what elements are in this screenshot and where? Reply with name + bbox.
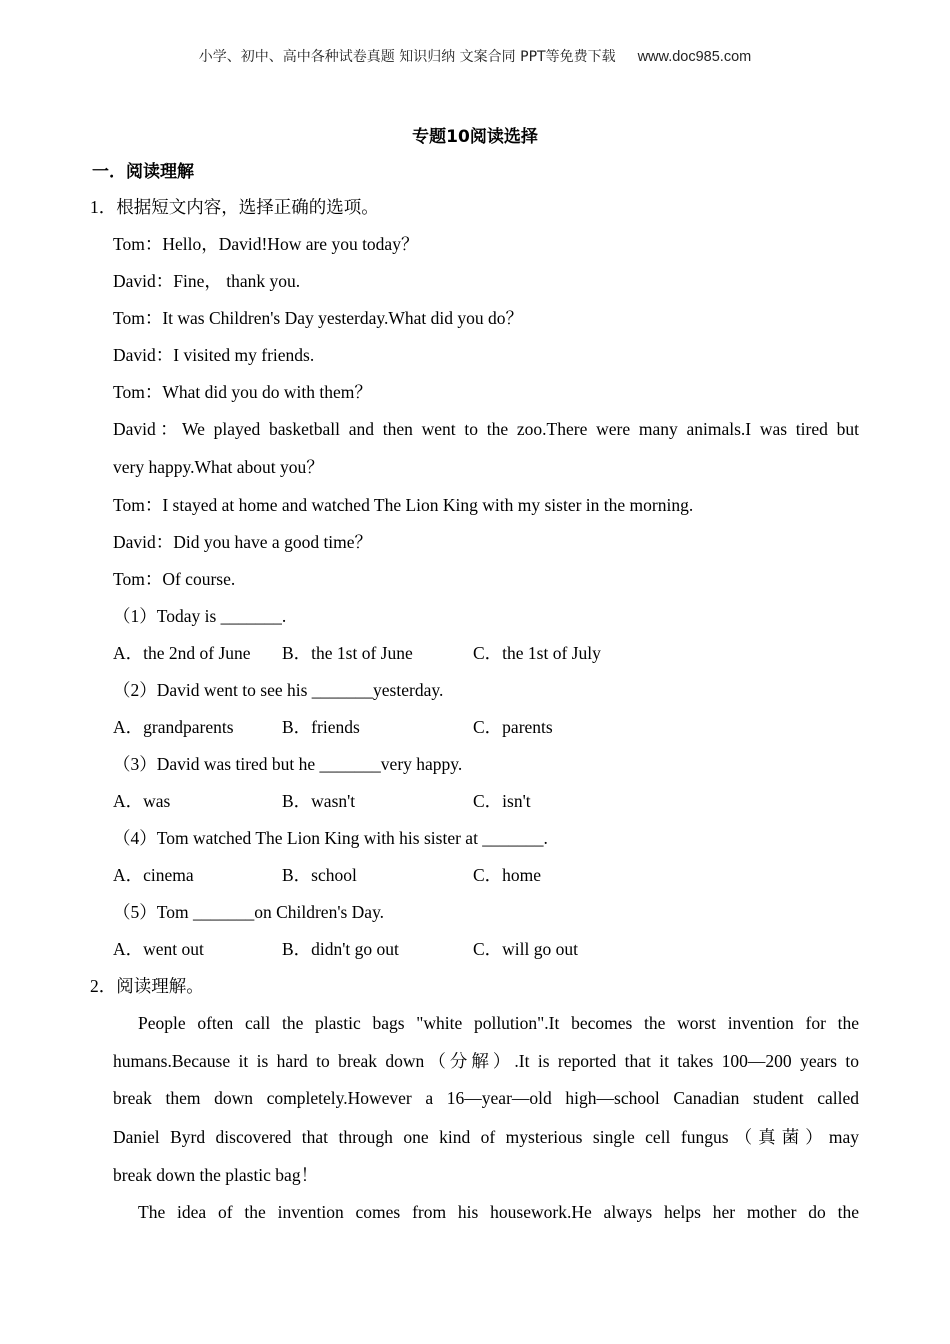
option-c[interactable]: C．home [473, 865, 542, 885]
option-a[interactable]: A．the 2nd of June [113, 643, 251, 663]
document-title: 专题10阅读选择 [412, 127, 538, 147]
question-1-prompt: 1．根据短文内容，选择正确的选项。 [90, 197, 379, 217]
passage-line: humans.Because it is hard to break down（分解）.It is reported that it takes 100—200 years to [113, 1051, 859, 1071]
option-c[interactable]: C．will go out [473, 939, 579, 959]
sub-question-stem: （2）David went to see his _______yesterday. [113, 680, 444, 700]
dialogue-line: Tom：Hello，David!How are you today？ [113, 234, 419, 254]
option-c[interactable]: C．the 1st of July [473, 643, 601, 663]
sub-question-stem: （5）Tom _______on Children's Day. [113, 902, 385, 922]
header-text: 小学、初中、高中各种试卷真题 知识归纳 文案合同 PPT等免费下载 [198, 49, 616, 65]
page-header [0, 46, 950, 66]
option-a[interactable]: A．was [113, 791, 171, 811]
option-a[interactable]: A．cinema [113, 865, 194, 885]
dialogue-line: very happy.What about you？ [113, 457, 324, 477]
option-b[interactable]: B．didn't go out [282, 939, 399, 959]
passage-line: break down the plastic bag！ [113, 1165, 319, 1185]
dialogue-line: David：I visited my friends. [113, 345, 315, 365]
sub-question-stem: （1）Today is _______. [113, 606, 287, 626]
section-heading: 一．阅读理解 [92, 162, 194, 182]
sub-question-stem: （3）David was tired but he _______very happy. [113, 754, 463, 774]
option-b[interactable]: B．wasn't [282, 791, 356, 811]
question-2-prompt: 2．阅读理解。 [90, 976, 204, 996]
passage-line: People often call the plastic bags "white pollution".It becomes the worst invention for the [138, 1013, 859, 1033]
passage-line: break them down completely.However a 16—year—old high—school Canadian student called [113, 1088, 859, 1108]
dialogue-line: Tom：It was Children's Day yesterday.What did you do？ [113, 308, 524, 328]
passage-line: Daniel Byrd discovered that through one kind of mysterious single cell fungus（真菌）may [113, 1127, 859, 1147]
option-c[interactable]: C．parents [473, 717, 553, 737]
dialogue-line: David：Fine， thank you. [113, 271, 301, 291]
dialogue-line: Tom：Of course. [113, 569, 236, 589]
option-b[interactable]: B．the 1st of June [282, 643, 413, 663]
dialogue-line: David：Did you have a good time？ [113, 532, 373, 552]
dialogue-line: Tom：What did you do with them？ [113, 382, 372, 402]
option-c[interactable]: C．isn't [473, 791, 531, 811]
option-a[interactable]: A．went out [113, 939, 204, 959]
header-site[interactable]: www.doc985.com [637, 49, 752, 65]
dialogue-line: David：We played basketball and then went to the zoo.There were many animals.I was tired but [113, 419, 859, 439]
passage-line: The idea of the invention comes from his housework.He always helps her mother do the [138, 1202, 859, 1222]
dialogue-line: Tom：I stayed at home and watched The Lion King with my sister in the morning. [113, 495, 694, 515]
option-b[interactable]: B．school [282, 865, 357, 885]
option-a[interactable]: A．grandparents [113, 717, 234, 737]
option-b[interactable]: B．friends [282, 717, 360, 737]
sub-question-stem: （4）Tom watched The Lion King with his sister at _______. [113, 828, 548, 848]
